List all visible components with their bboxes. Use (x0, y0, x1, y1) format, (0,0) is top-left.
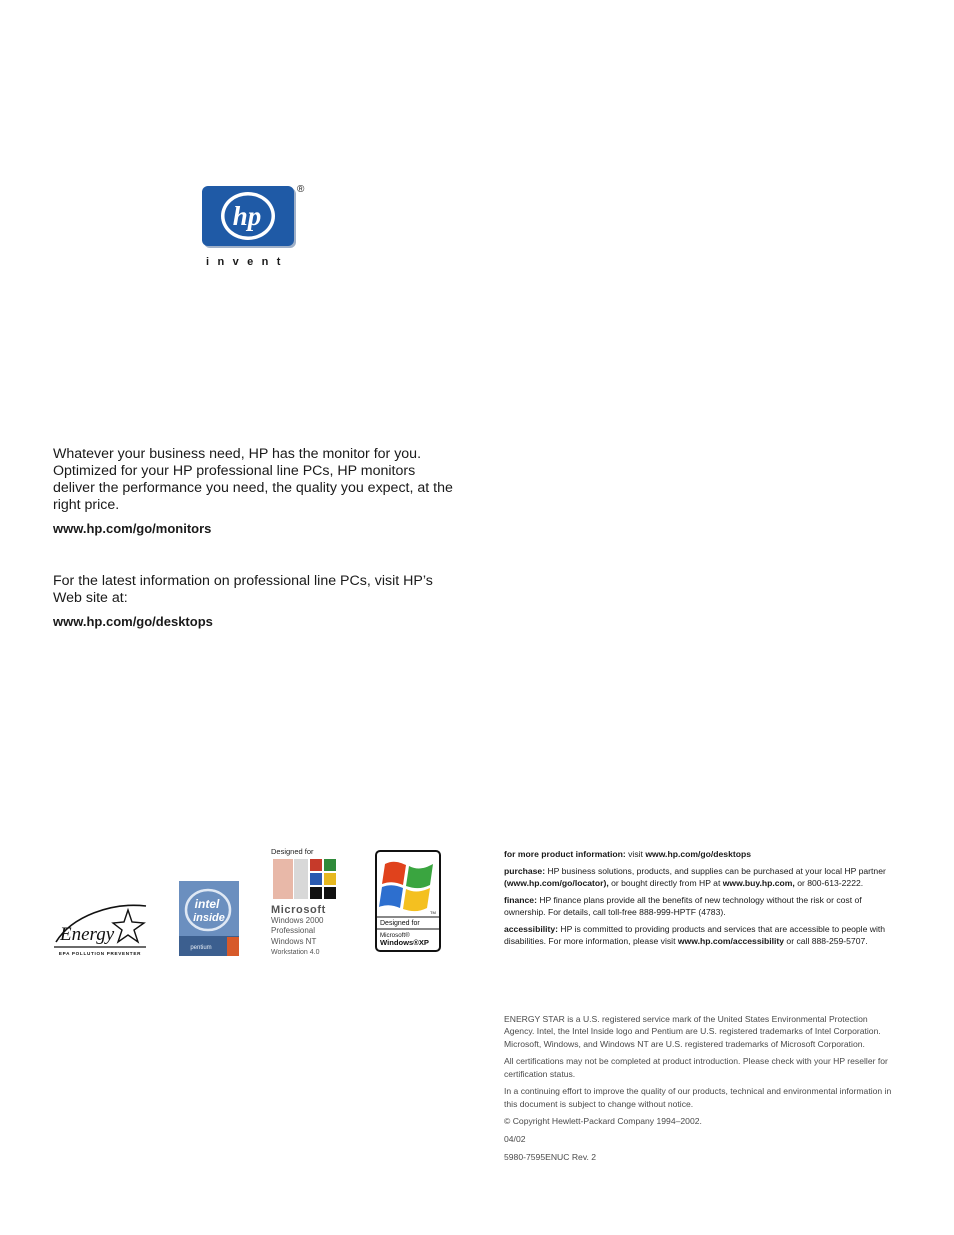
win2000-microsoft: Microsoft (271, 904, 326, 916)
winxp-windows: Windows®XP (380, 938, 429, 947)
body-copy (53, 446, 458, 630)
accessibility-label: accessibility: (504, 923, 558, 934)
windows-2000-logo (270, 847, 336, 959)
finance-line (504, 894, 892, 918)
win2000-line1: Windows 2000 (271, 916, 324, 925)
more-info-label: for more product information: (504, 849, 626, 859)
hp-mark-text: hp (232, 201, 262, 231)
win2000-line4: Workstation 4.0 (271, 949, 320, 956)
win2000-designed-for: Designed for (271, 847, 314, 856)
hp-badge (202, 186, 294, 246)
trademark-notice: ENERGY STAR is a U.S. registered service mark of the United States Environmental Protection Agency. Intel, the Intel Inside logo and Pentium are U.S. registered trademarks of Intel Corporation. Microsoft, Windows, and Windows NT are U.S. registered trademarks of Microsoft Corporation. (504, 1014, 881, 1049)
finance-text: HP finance plans provide all the benefits of new technology without the risk or cost of ownership. For details, call toll-free 888-999-HPTF (4783). (504, 894, 862, 917)
registered-mark: ® (297, 184, 305, 195)
intel-line3: pentium (190, 945, 212, 951)
hp-logo (202, 186, 312, 276)
more-info-link[interactable]: www.hp.com/go/desktops (645, 849, 752, 859)
windows-xp-logo (375, 850, 441, 952)
legal-notes (504, 1013, 892, 1168)
purchase-text-1: HP business solutions, products, and supplies can be purchased at your local HP partner (545, 865, 886, 876)
windows-xp-flag-icon (379, 862, 433, 911)
publish-date: 04/02 (504, 1134, 526, 1144)
intel-line2: inside (193, 912, 225, 924)
accessibility-line (504, 923, 892, 947)
purchase-text-2: or bought directly from HP at (608, 878, 723, 888)
energy-caption: EPA POLLUTION PREVENTER (58, 951, 142, 956)
monitors-link[interactable]: www.hp.com/go/monitors (53, 521, 212, 536)
winxp-microsoft: Microsoft® (380, 932, 410, 939)
win2000-line2: Professional (271, 926, 316, 935)
purchase-text-3: or 800-613-2222. (794, 878, 864, 888)
locator-link[interactable]: (www.hp.com/go/locator), (504, 878, 609, 888)
purchase-line (504, 865, 892, 889)
change-notice: In a continuing effort to improve the quality of our products, technical and environmental information in this document is subject to change without notice. (504, 1086, 892, 1109)
hp-mark-icon (202, 186, 294, 246)
winxp-designed-for: Designed for (380, 920, 420, 927)
copyright: © Copyright Hewlett-Packard Company 1994–2002. (504, 1116, 702, 1127)
energy-star-logo (52, 896, 148, 958)
windows-flag-icon (273, 859, 336, 899)
accessibility-link[interactable]: www.hp.com/accessibility (677, 936, 785, 946)
intel-line1: intel (194, 897, 220, 911)
intel-inside-logo (179, 881, 239, 956)
accessibility-text-1: HP is committed to providing products and services that are accessible to people with disabilities. For more information, please visit (504, 923, 886, 946)
intro-paragraph: Whatever your business need, HP has the monitor for you. Optimized for your HP professional line PCs, HP monitors deliver the performance you need, the quality you expect, at the right price. (53, 446, 453, 513)
more-info-text: visit (625, 849, 646, 859)
win2000-line3: Windows NT (271, 937, 317, 946)
purchase-label: purchase: (504, 865, 546, 876)
finance-label: finance: (504, 894, 537, 905)
part-number: 5980-7595ENUC Rev. 2 (504, 1151, 597, 1162)
energy-wordmark: Energy (60, 924, 115, 945)
certification-notice: All certifications may not be completed at product introduction. Please check with your HP reseller for certification status. (504, 1056, 888, 1079)
more-info-line (504, 848, 892, 860)
buy-hp-link[interactable]: www.buy.hp.com, (722, 878, 795, 888)
accessibility-text-2: or call 888-259-5707. (784, 936, 868, 946)
desktops-link[interactable]: www.hp.com/go/desktops (53, 614, 213, 629)
hp-tagline: invent (206, 256, 289, 268)
winxp-tm: TM (430, 910, 436, 915)
product-info (504, 848, 892, 952)
latest-info-paragraph: For the latest information on professional line PCs, visit HP’s Web site at: (53, 573, 433, 606)
